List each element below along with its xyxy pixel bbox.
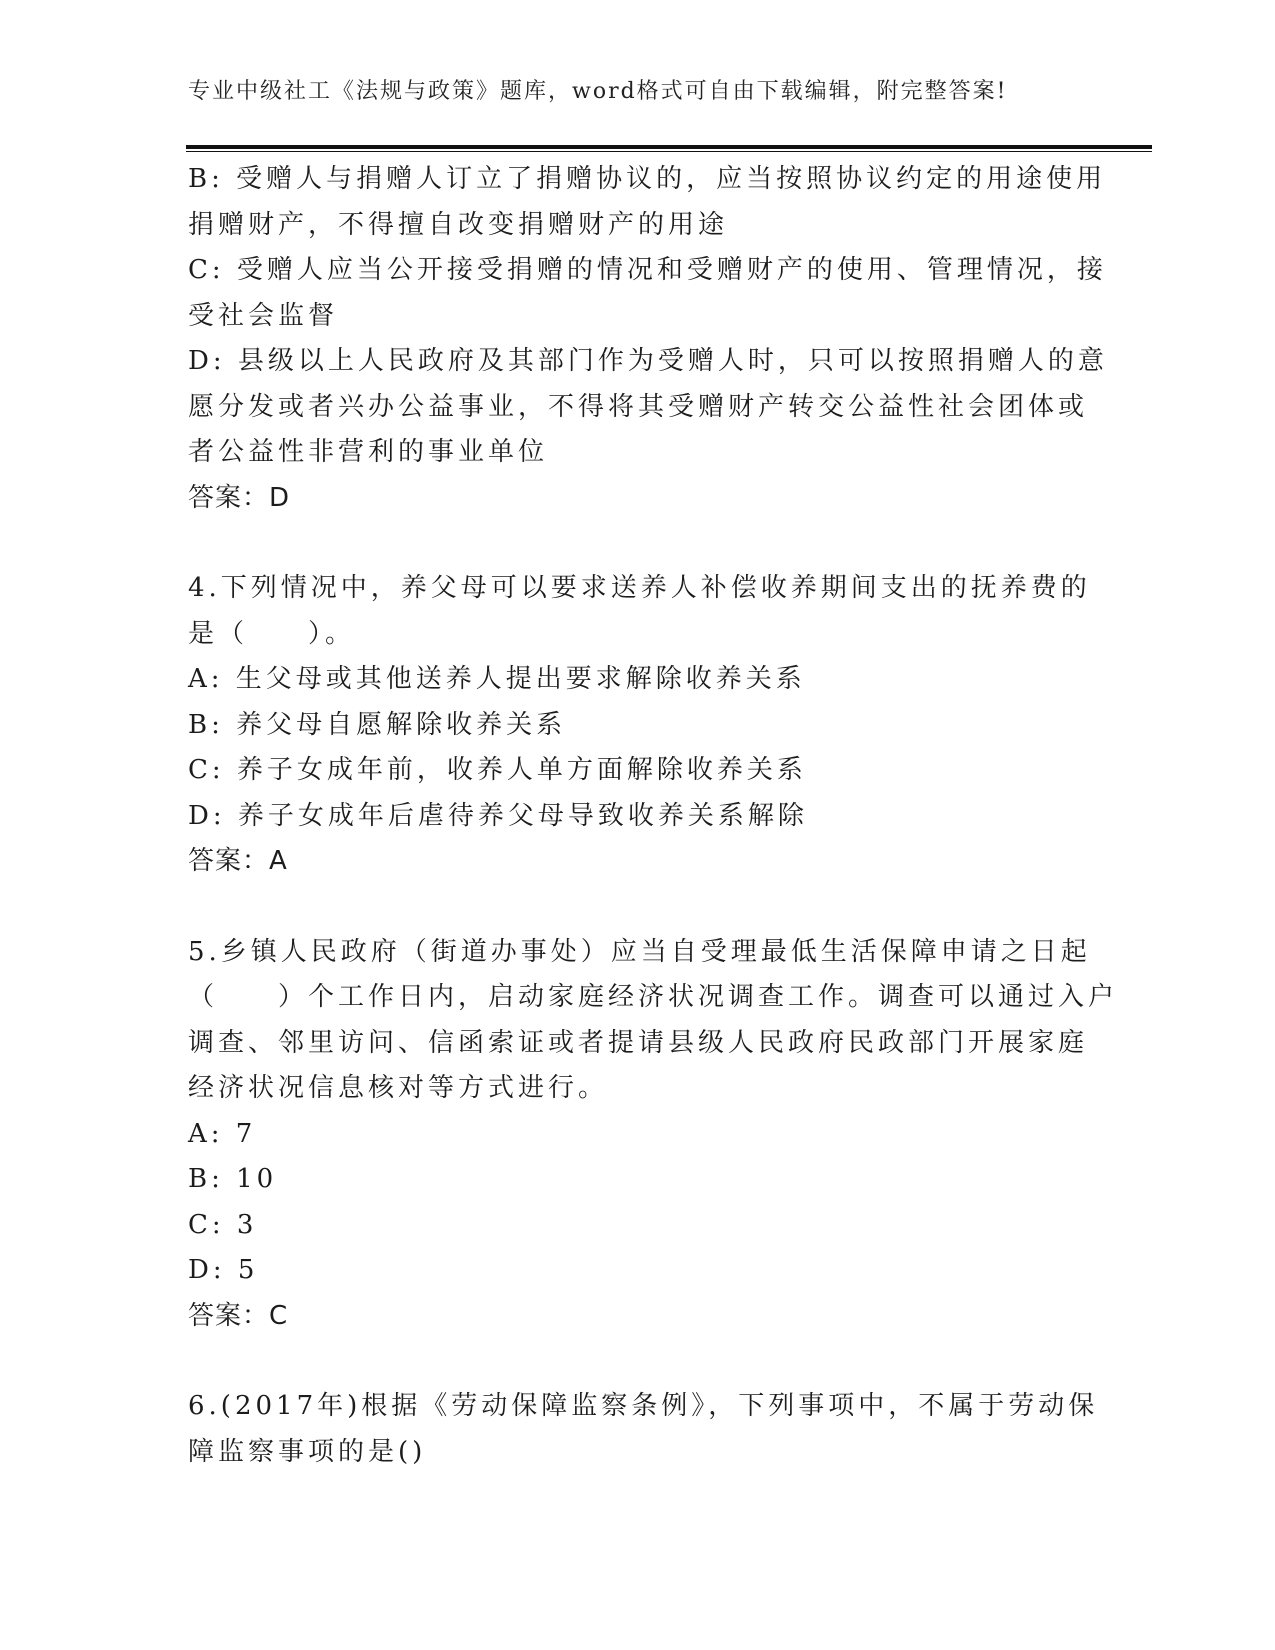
q4-option-d: D: 养子女成年后虐待养父母导致收养关系解除: [188, 800, 808, 831]
q3-option-d-line-1: D: 县级以上人民政府及其部门作为受赠人时，只可以按照捐赠人的意: [188, 346, 1108, 376]
q5-option-a: A: 7: [188, 1118, 257, 1149]
q3-option-b-line-1: B: 受赠人与捐赠人订立了捐赠协议的，应当按照协议约定的用途使用: [188, 164, 1107, 194]
question-content: [188, 157, 1119, 1475]
q5-option-d: D: 5: [188, 1255, 259, 1285]
q5-stem-line-1: 5.乡镇人民政府（街道办事处）应当自受理最低生活保障申请之日起: [188, 936, 1091, 967]
q5-stem-line-2: （ ）个工作日内，启动家庭经济状况调查工作。调查可以通过入户: [188, 982, 1119, 1012]
q3-option-d-line-2: 愿分发或者兴办公益事业，不得将其受赠财产转交公益性社会团体或: [188, 391, 1089, 422]
q4-stem-line-1: 4.下列情况中，养父母可以要求送养人补偿收养期间支出的抚养费的: [188, 573, 1091, 603]
spacer: [188, 1339, 1068, 1384]
spacer: [188, 521, 1068, 566]
q4-option-a: A: 生父母或其他送养人提出要求解除收养关系: [188, 664, 806, 694]
q4-answer: 答案：A: [188, 846, 288, 876]
q3-option-b-line-2: 捐赠财产，不得擅自改变捐赠财产的用途: [188, 209, 729, 240]
q3-option-d-line-3: 者公益性非营利的事业单位: [188, 437, 549, 467]
q6-stem-line-2: 障监察事项的是(): [188, 1436, 427, 1467]
q5-option-c: C: 3: [188, 1209, 258, 1240]
spacer: [188, 885, 1068, 930]
q5-answer: 答案：C: [188, 1300, 289, 1331]
q6-stem-line-1: 6.(2017年)根据《劳动保障监察条例》，下列事项中，不属于劳动保: [188, 1391, 1099, 1421]
q5-option-b: B: 10: [188, 1164, 278, 1194]
q3-option-c-line-1: C: 受赠人应当公开接受捐赠的情况和受赠财产的使用、管理情况，接: [188, 255, 1107, 285]
q3-option-c-line-2: 受社会监督: [188, 300, 339, 331]
q5-stem-line-4: 经济状况信息核对等方式进行。: [188, 1073, 609, 1103]
q5-stem-line-3: 调查、邻里访问、信函索证或者提请县级人民政府民政部门开展家庭: [188, 1027, 1089, 1058]
header-rule-thick: [186, 145, 1152, 149]
header-rule-thin: [186, 151, 1152, 152]
q3-answer: 答案：D: [188, 482, 291, 513]
q4-option-b: B: 养父母自愿解除收养关系: [188, 709, 567, 740]
page-header: 专业中级社工《法规与政策》题库，word格式可自由下载编辑，附完整答案!: [188, 79, 1008, 104]
q4-stem-line-2: 是（ ）。: [188, 618, 356, 649]
q4-option-c: C: 养子女成年前，收养人单方面解除收养关系: [188, 755, 807, 785]
